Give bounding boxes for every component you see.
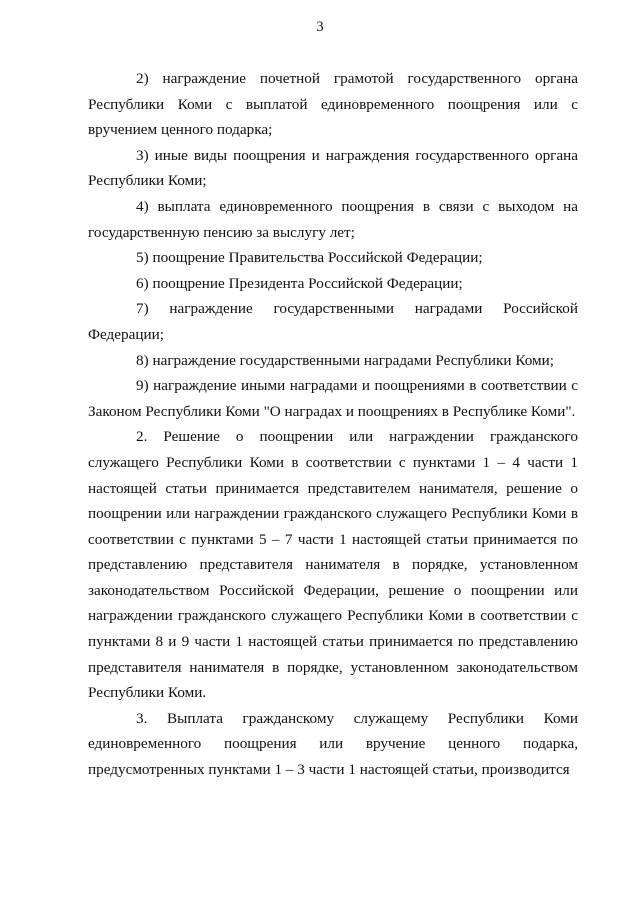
paragraph-item-2: 2) награждение почетной грамотой государственного органа Республики Коми с выплатой единовременного поощрения или с вручением ценного подарка; — [88, 70, 578, 139]
document-body — [88, 66, 578, 783]
paragraph-item-7: 7) награждение государственными наградами Российской Федерации; — [88, 300, 578, 343]
paragraph-item-3: 3) иные виды поощрения и награждения государственного органа Республики Коми; — [88, 146, 578, 190]
paragraph-item-9: 9) награждение иными наградами и поощрениями в соответствии с Законом Республики Коми "О наградах и поощрениях в Республике Коми". — [88, 377, 578, 420]
paragraph-item-8: 8) награждение государственными наградами Республики Коми; — [136, 351, 554, 369]
paragraph-section-3: 3. Выплата гражданскому служащему Республики Коми единовременного поощрения или вручение ценного подарка, предусмотренных пунктами 1 – 3 части 1 настоящей статьи, производится — [88, 709, 578, 779]
page-number: 3 — [316, 19, 324, 35]
paragraph-item-5: 5) поощрение Правительства Российской Федерации; — [136, 249, 483, 267]
paragraph-section-2: 2. Решение о поощрении или награждении гражданского служащего Республики Коми в соответствии с пунктами 1 – 4 части 1 настоящей статьи принимается представителем нанимателя, решение о поощрении или награждении гражданского служащего Республики Коми в соответствии с пунктами 5 – 7 части 1 настоящей статьи принимается по представлению представителя нанимателя в порядке, установленном законодательством Российской Федерации, решение о поощрении или награждении гражданского служащего Республики Коми в соответствии с пунктами 8 и 9 части 1 настоящей статьи принимается по представлению представителя нанимателя в порядке, установленном законодательством Республики Коми. — [88, 428, 578, 702]
paragraph-item-6: 6) поощрение Президента Российской Федерации; — [136, 274, 463, 292]
paragraph-item-4: 4) выплата единовременного поощрения в связи с выходом на государственную пенсию за выслугу лет; — [88, 197, 578, 241]
